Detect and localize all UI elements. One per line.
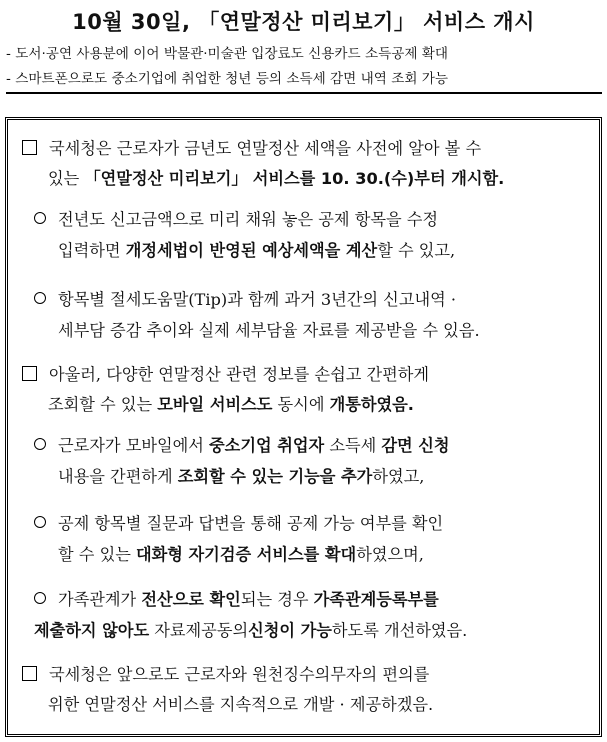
text-span: 동시에 — [277, 395, 325, 414]
subtitle-2: - 스마트폰으로도 중소기업에 취업한 청년 등의 소득세 감면 내역 조회 가능 — [6, 67, 602, 94]
bold-span: 개통하였음. — [329, 395, 414, 414]
bold-span: 서비스를 10. 30.(수)부터 개시함. — [252, 169, 505, 188]
circle-bullet-icon — [34, 592, 46, 604]
square-bullet-icon — [22, 140, 37, 155]
text-span: 되는 경우 — [240, 590, 309, 609]
bold-span: 전산으로 확인 — [141, 590, 241, 609]
item-1 — [34, 204, 582, 266]
text-span: 할 수 있는 — [58, 545, 131, 564]
paragraph-text: 국세청은 앞으로도 근로자와 원천징수의무자의 편의를 — [49, 665, 430, 684]
item-2 — [34, 284, 582, 346]
paragraph-text: 위한 연말정산 서비스를 지속적으로 개발 · 제공하겠음. — [48, 695, 434, 714]
text-span: 근로자가 모바일에서 — [58, 436, 204, 455]
item-4 — [34, 508, 582, 570]
text-span: 자료제공동의 — [154, 621, 249, 640]
bold-span: 개정세법이 반영된 예상세액을 계산 — [125, 241, 378, 260]
paragraph-text: 아울러, 다양한 연말정산 관련 정보를 손쉽고 간편하게 — [49, 365, 430, 384]
paragraph-3 — [22, 660, 588, 720]
text-span: 있는 — [48, 169, 80, 188]
item-text: 세부담 증감 추이와 실제 세부담율 자료를 제공받을 수 있음. — [58, 321, 480, 340]
square-bullet-icon — [22, 666, 37, 681]
text-span: 조회할 수 있는 — [48, 395, 153, 414]
subtitle-1: - 도서·공연 사용분에 이어 박물관·미술관 입장료도 신용카드 소득공제 확대 — [6, 46, 449, 62]
bold-span: 중소기업 취업자 — [209, 436, 325, 455]
paragraph-1 — [22, 134, 588, 194]
item-text: 공제 항목별 질문과 답변을 통해 공제 가능 여부를 확인 — [58, 514, 444, 533]
text-span: 하도록 개선하였음. — [331, 621, 468, 640]
subtitle-block — [6, 42, 602, 94]
text-span: 할 수 있고, — [377, 241, 456, 260]
text-span: 가족관계가 — [58, 590, 137, 609]
bold-span: 신청이 가능 — [248, 621, 332, 640]
text-span: 내용을 간편하게 — [58, 467, 173, 486]
bold-span: 대화형 자기검증 서비스를 확대 — [136, 545, 357, 564]
item-text: 전년도 신고금액으로 미리 채워 놓은 공제 항목을 수정 — [58, 210, 439, 229]
item-text: 항목별 절세도움말(Tip)과 함께 과거 3년간의 신고내역 · — [58, 290, 457, 309]
circle-bullet-icon — [34, 438, 46, 450]
bold-span: 감면 신청 — [381, 436, 450, 455]
text-span: 소득세 — [329, 436, 377, 455]
paragraph-2 — [22, 360, 588, 420]
circle-bullet-icon — [34, 212, 46, 224]
bold-span: 「연말정산 미리보기」 — [84, 169, 248, 188]
square-bullet-icon — [22, 366, 37, 381]
bold-span: 모바일 서비스도 — [157, 395, 273, 414]
paragraph-text: 국세청은 근로자가 금년도 연말정산 세액을 사전에 알아 볼 수 — [49, 139, 482, 158]
text-span: 하였고, — [372, 467, 425, 486]
content-box — [5, 117, 602, 737]
bold-span: 제출하지 않아도 — [34, 621, 150, 640]
bold-span: 가족관계등록부를 — [313, 590, 439, 609]
circle-bullet-icon — [34, 292, 46, 304]
text-span: 입력하면 — [58, 241, 121, 260]
item-5 — [34, 584, 582, 646]
bold-span: 조회할 수 있는 기능을 추가 — [177, 467, 373, 486]
text-span: 하였으며, — [356, 545, 424, 564]
item-3 — [34, 430, 582, 492]
circle-bullet-icon — [34, 516, 46, 528]
page-title: 10월 30일, 「연말정산 미리보기」 서비스 개시 — [72, 10, 535, 34]
